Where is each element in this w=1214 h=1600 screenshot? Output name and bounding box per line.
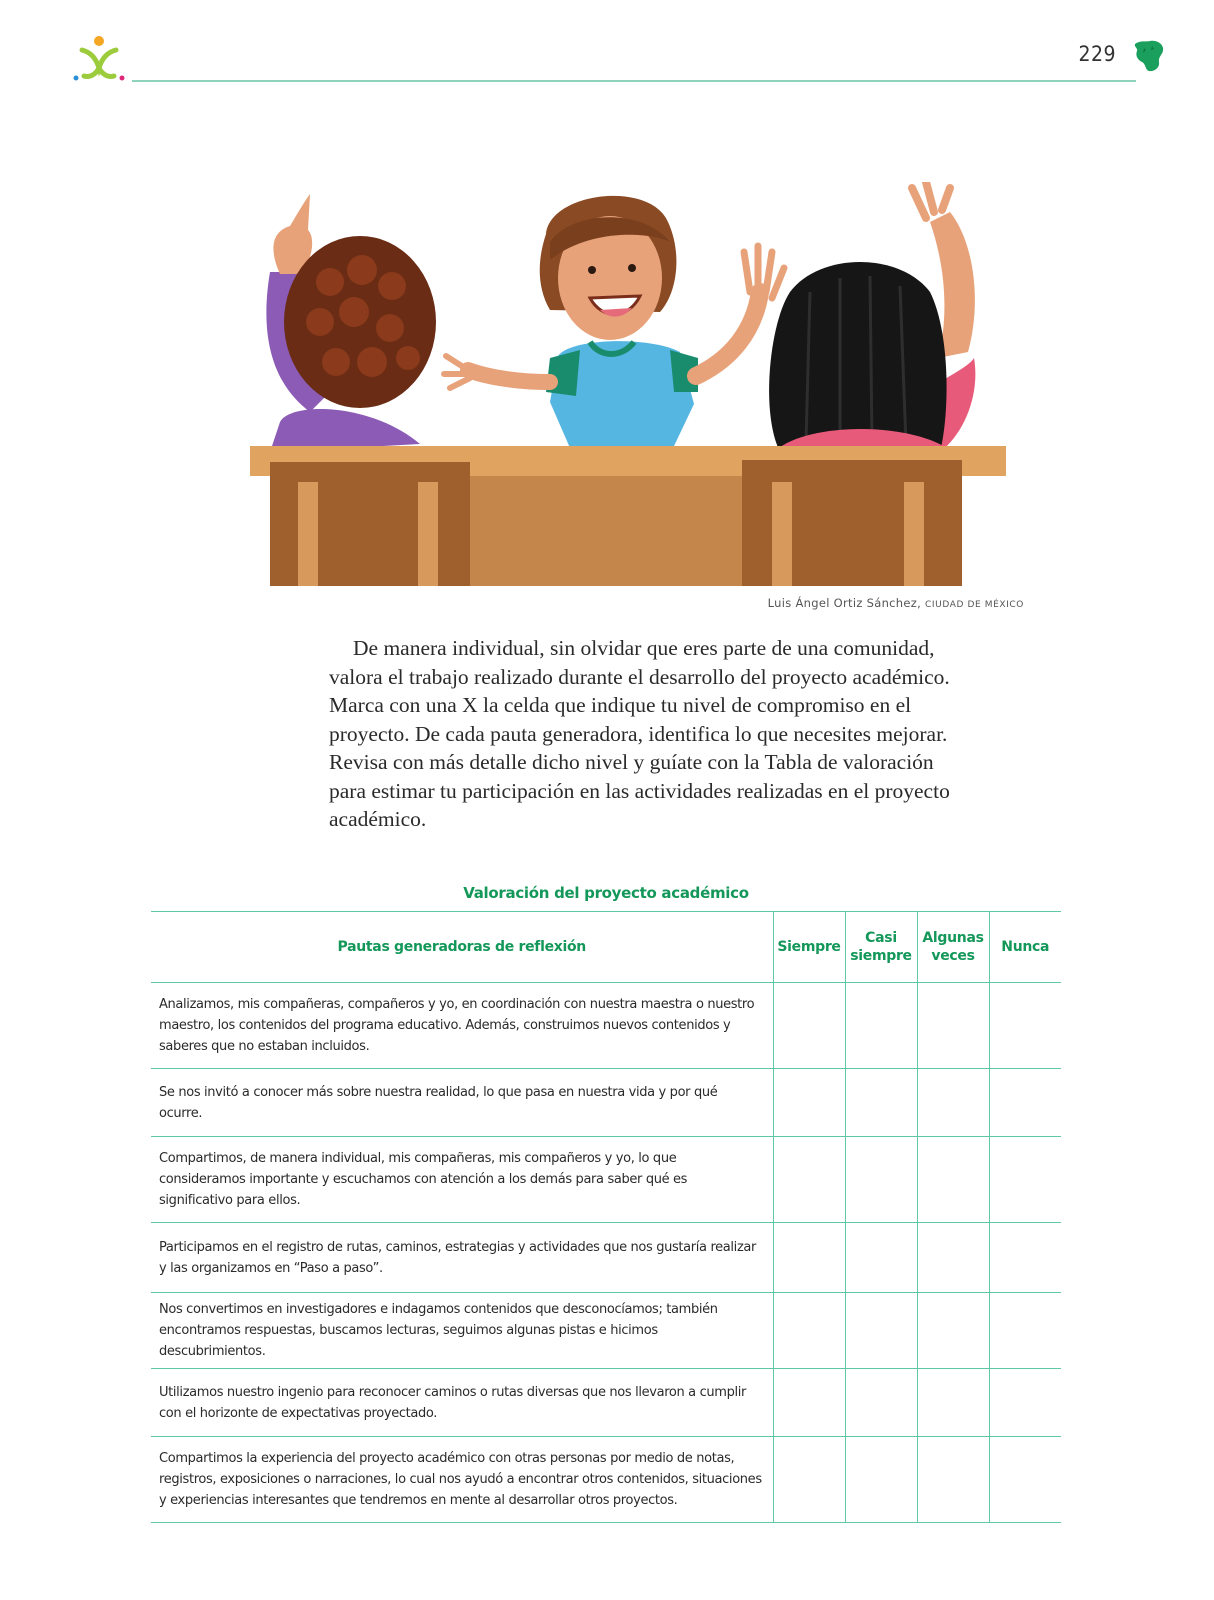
cell-siempre[interactable] xyxy=(773,1437,845,1523)
table-row xyxy=(151,1293,1061,1369)
cell-algunas-veces[interactable] xyxy=(917,1369,989,1437)
person-figure-logo-icon xyxy=(72,34,126,84)
cell-algunas-veces[interactable] xyxy=(917,1223,989,1293)
cell-nunca[interactable] xyxy=(989,1223,1061,1293)
cell-siempre[interactable] xyxy=(773,1369,845,1437)
table-row xyxy=(151,1069,1061,1137)
pauta-text: Compartimos, de manera individual, mis compañeras, mis compañeros y yo, lo que consideramos importante y escuchamos con atención a los demás para saber qué es significativo para ellos. xyxy=(151,1137,773,1223)
cell-casi-siempre[interactable] xyxy=(845,1437,917,1523)
table-row xyxy=(151,1369,1061,1437)
cell-siempre[interactable] xyxy=(773,1223,845,1293)
intro-paragraph: De manera individual, sin olvidar que eres parte de una comunidad, valora el trabajo realizado durante el desarrollo del proyecto académico. Marca con una X la celda que indique tu nivel de compromiso en el proyecto. De cada pauta generadora, identifica lo que necesites mejorar. Revisa con más detalle dicho nivel y guíate con la Tabla de valoración para estimar tu participación en las actividades realizadas en el proyecto académico. xyxy=(329,636,950,831)
right-student-figure xyxy=(769,182,975,452)
cell-casi-siempre[interactable] xyxy=(845,983,917,1069)
pauta-text: Utilizamos nuestro ingenio para reconocer caminos o rutas diversas que nos llevaron a cumplir con el horizonte de expectativas proyectado. xyxy=(151,1369,773,1437)
table-row xyxy=(151,983,1061,1069)
mexico-map-icon xyxy=(1132,38,1166,74)
credit-name: Luis Ángel Ortiz Sánchez, xyxy=(767,596,922,610)
cell-siempre[interactable] xyxy=(773,983,845,1069)
header-siempre: Siempre xyxy=(773,912,845,983)
header-pautas: Pautas generadoras de reflexión xyxy=(151,912,773,983)
cell-siempre[interactable] xyxy=(773,1137,845,1223)
teacher-figure xyxy=(444,196,784,448)
cell-nunca[interactable] xyxy=(989,1069,1061,1137)
cell-nunca[interactable] xyxy=(989,1137,1061,1223)
table-row xyxy=(151,1437,1061,1523)
cell-algunas-veces[interactable] xyxy=(917,1293,989,1369)
evaluation-table xyxy=(151,911,1061,1523)
classroom-illustration xyxy=(250,182,1024,586)
pauta-text: Analizamos, mis compañeras, compañeros y yo, en coordinación con nuestra maestra o nuestro maestro, los contenidos del programa educativo. Además, construimos nuevos contenidos y saberes que no estaban incluidos. xyxy=(151,983,773,1069)
header-algunas-veces: Algunas veces xyxy=(917,912,989,983)
page-number: 229 xyxy=(1078,42,1116,66)
header-rule xyxy=(132,80,1136,82)
cell-casi-siempre[interactable] xyxy=(845,1369,917,1437)
cell-algunas-veces[interactable] xyxy=(917,983,989,1069)
cell-casi-siempre[interactable] xyxy=(845,1137,917,1223)
pauta-text: Nos convertimos en investigadores e indagamos contenidos que desconocíamos; también encontramos respuestas, buscamos lecturas, seguimos algunas pistas e hicimos descubrimientos. xyxy=(151,1293,773,1369)
cell-siempre[interactable] xyxy=(773,1069,845,1137)
header-nunca: Nunca xyxy=(989,912,1061,983)
left-student-figure xyxy=(266,194,436,452)
illustration-credit xyxy=(768,596,1024,610)
table-header-row xyxy=(151,912,1061,983)
pauta-text: Participamos en el registro de rutas, caminos, estrategias y actividades que nos gustaría realizar y las organizamos en “Paso a paso”. xyxy=(151,1223,773,1293)
cell-nunca[interactable] xyxy=(989,1437,1061,1523)
cell-algunas-veces[interactable] xyxy=(917,1437,989,1523)
table-row xyxy=(151,1223,1061,1293)
pauta-text: Se nos invitó a conocer más sobre nuestra realidad, lo que pasa en nuestra vida y por qué ocurre. xyxy=(151,1069,773,1137)
pauta-text: Compartimos la experiencia del proyecto académico con otras personas por medio de notas, registros, exposiciones o narraciones, lo cual nos ayudó a encontrar otros contenidos, situaciones y experiencias interesantes que tendremos en mente al desarrollar otros proyectos. xyxy=(151,1437,773,1523)
cell-casi-siempre[interactable] xyxy=(845,1069,917,1137)
cell-siempre[interactable] xyxy=(773,1293,845,1369)
cell-casi-siempre[interactable] xyxy=(845,1293,917,1369)
table-title: Valoración del proyecto académico xyxy=(463,884,749,902)
cell-nunca[interactable] xyxy=(989,983,1061,1069)
cell-nunca[interactable] xyxy=(989,1293,1061,1369)
table-row xyxy=(151,1137,1061,1223)
cell-algunas-veces[interactable] xyxy=(917,1069,989,1137)
header-casi-siempre: Casi siempre xyxy=(845,912,917,983)
cell-casi-siempre[interactable] xyxy=(845,1223,917,1293)
cell-nunca[interactable] xyxy=(989,1369,1061,1437)
cell-algunas-veces[interactable] xyxy=(917,1137,989,1223)
credit-city: CIUDAD DE MÉXICO xyxy=(925,600,1024,610)
